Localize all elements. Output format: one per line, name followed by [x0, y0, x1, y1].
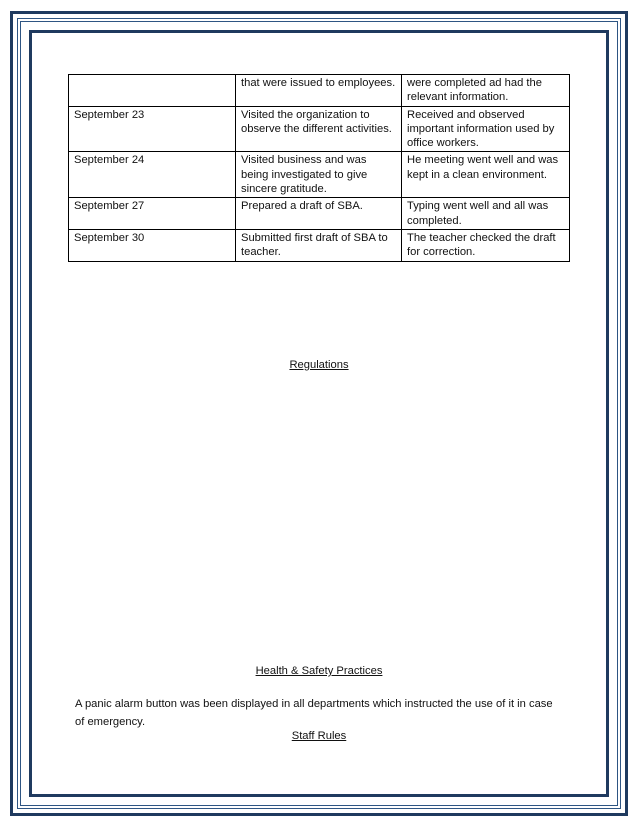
- date-cell: September 23: [69, 106, 236, 152]
- health-safety-heading: Health & Safety Practices: [255, 665, 383, 677]
- activity-cell: Prepared a draft of SBA.: [236, 198, 402, 230]
- table-row: [69, 229, 570, 261]
- activity-cell: Visited the organization to observe the different activities.: [236, 106, 402, 152]
- outcome-cell: He meeting went well and was kept in a clean environment.: [402, 152, 570, 198]
- activity-cell: that were issued to employees.: [236, 75, 402, 107]
- staff-rules-heading: Staff Rules: [291, 730, 347, 742]
- outcome-cell: The teacher checked the draft for correction.: [402, 229, 570, 261]
- activity-cell: Visited business and was being investigated to give sincere gratitude.: [236, 152, 402, 198]
- outcome-cell: Typing went well and all was completed.: [402, 198, 570, 230]
- date-cell: [69, 75, 236, 107]
- activity-log-table: [68, 74, 570, 262]
- regulations-heading: Regulations: [289, 359, 349, 371]
- health-safety-paragraph: A panic alarm button was been displayed in all departments which instructed the use of it in case of emergency.: [75, 698, 553, 728]
- date-cell: September 24: [69, 152, 236, 198]
- table-row: [69, 152, 570, 198]
- table-row: [69, 198, 570, 230]
- outcome-cell: Received and observed important information used by office workers.: [402, 106, 570, 152]
- outcome-cell: were completed ad had the relevant information.: [402, 75, 570, 107]
- table-row: [69, 75, 570, 107]
- date-cell: September 27: [69, 198, 236, 230]
- table-row: [69, 106, 570, 152]
- date-cell: September 30: [69, 229, 236, 261]
- activity-cell: Submitted first draft of SBA to teacher.: [236, 229, 402, 261]
